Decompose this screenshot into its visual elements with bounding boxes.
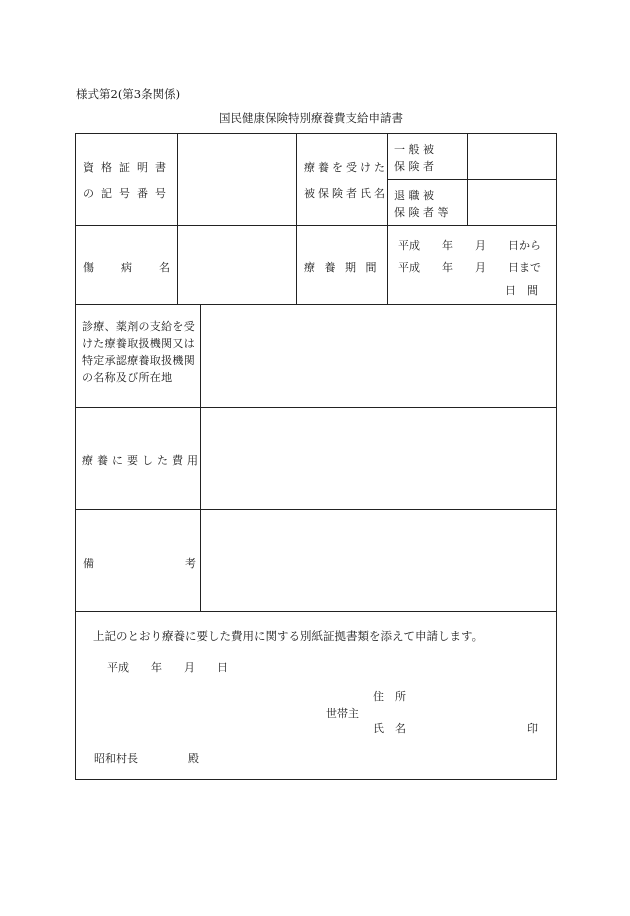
retired-insured-line1: 退 職 被: [394, 189, 434, 202]
addressee: 昭和村長: [94, 752, 138, 765]
general-insured-line2: 保 険 者: [394, 160, 434, 173]
cert-number-field[interactable]: [180, 136, 294, 222]
disease-name-field[interactable]: [180, 228, 294, 302]
insured-label-line1: 療養を受けた: [304, 161, 388, 174]
divider: [467, 133, 468, 225]
retired-insured-line2: 保 険 者 等: [394, 206, 449, 219]
householder-label: 世帯主: [326, 707, 359, 720]
divider: [75, 225, 557, 226]
divider: [177, 133, 178, 305]
cost-label: 療養に要した費用: [82, 454, 202, 467]
divider: [387, 179, 557, 180]
retired-insured-name-field[interactable]: [470, 182, 554, 223]
declaration-statement: 上記のとおり療養に要した費用に関する別紙証拠書類を添えて申請します。: [93, 629, 484, 643]
disease-label: 傷 病 名: [83, 261, 178, 274]
seal-mark: 印: [527, 722, 538, 735]
general-insured-name-field[interactable]: [470, 136, 554, 177]
remarks-field[interactable]: [203, 512, 555, 609]
cost-field[interactable]: [203, 410, 555, 507]
divider: [75, 509, 557, 510]
divider: [296, 133, 297, 305]
divider: [75, 304, 557, 305]
name-label: 氏 名: [373, 722, 406, 735]
form-reference: 様式第2(第3条関係): [76, 87, 181, 101]
institution-field[interactable]: [203, 307, 555, 405]
application-date: 平成 年 月 日: [107, 661, 228, 674]
period-from: 平成 年 月 日から: [398, 239, 541, 252]
divider: [75, 611, 557, 612]
period-to: 平成 年 月 日まで: [398, 261, 541, 274]
divider: [75, 407, 557, 408]
period-days: 日 間: [505, 284, 538, 297]
period-label: 療 養 期 間: [304, 261, 380, 274]
institution-label: 診療、薬剤の支給を受けた療養取扱機関又は特定承認療養取扱機関の名称及び所在地: [82, 320, 195, 384]
insured-label-line2: 被保険者氏名: [304, 187, 388, 200]
general-insured-line1: 一 般 被: [394, 143, 434, 156]
remarks-label-start: 備: [83, 557, 94, 570]
remarks-label-end: 考: [185, 557, 196, 570]
address-label: 住 所: [373, 690, 406, 703]
form-title: 国民健康保険特別療養費支給申請書: [219, 111, 403, 125]
honorific: 殿: [188, 752, 199, 765]
cert-label-line1: 資格証明書: [83, 161, 173, 174]
cert-label-line2: の記号番号: [83, 187, 173, 200]
